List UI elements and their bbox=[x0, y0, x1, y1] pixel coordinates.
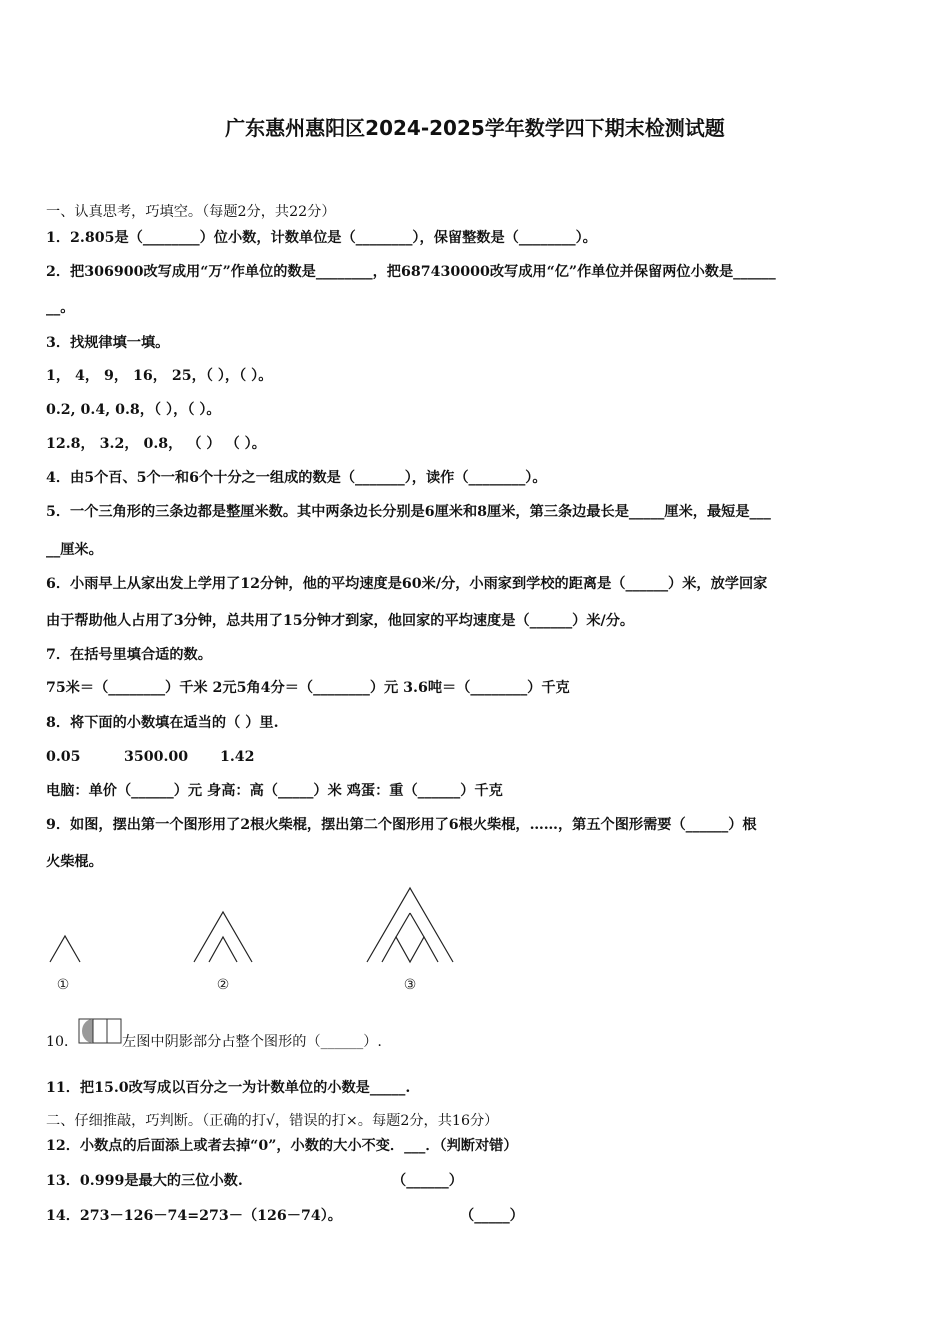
question-6-line-1: 6．小雨早上从家出发上学用了12分钟，他的平均速度是60米/分，小雨家到学校的距离是（______）米，放学回家 bbox=[46, 576, 768, 592]
figure-label-3: ③ bbox=[403, 977, 417, 993]
matchstick-figure-3-inner-c bbox=[410, 913, 424, 937]
question-3-sequence-2: 0.2, 0.4, 0.8，（ ），（ ）。 bbox=[46, 402, 221, 418]
question-7-intro: 7．在括号里填合适的数。 bbox=[46, 647, 212, 663]
question-8-value-3: 1.42 bbox=[220, 749, 255, 765]
question-3-sequence-1: 1， 4， 9， 16， 25，（ ），（ ）。 bbox=[46, 368, 273, 384]
shaded-rectangle-figure bbox=[78, 1018, 122, 1044]
question-8-intro: 8．将下面的小数填在适当的（ ）里. bbox=[46, 715, 279, 731]
question-7-items: 75米＝（________）千米 2元5角4分＝（________）元 3.6吨＝（________）千克 bbox=[46, 680, 570, 696]
section-1-header: 一、认真思考，巧填空。（每题2分，共22分） bbox=[46, 204, 336, 220]
figure-label-1: ① bbox=[56, 977, 70, 993]
question-8-value-1: 0.05 bbox=[46, 749, 81, 765]
question-8-value-2: 3500.00 bbox=[124, 749, 189, 765]
question-14: 14．273－126－74=273－（126－74）。 bbox=[46, 1208, 342, 1224]
matchstick-figures bbox=[40, 884, 480, 994]
question-6-line-2: 由于帮助他人占用了3分钟，总共用了15分钟才到家，他回家的平均速度是（______）米/分。 bbox=[46, 613, 635, 629]
question-4: 4．由5个百、5个一和6个十分之一组成的数是（_______），读作（________）。 bbox=[46, 470, 547, 486]
matchstick-figure-3-inner-b bbox=[396, 913, 410, 937]
question-2-line-1: 2．把306900改写成用“万”作单位的数是________，把687430000改写成用“亿”作单位并保留两位小数是______ bbox=[46, 264, 776, 280]
question-12: 12．小数点的后面添上或者去掉“0”，小数的大小不变．___．（判断对错） bbox=[46, 1138, 518, 1154]
question-9-line-2: 火柴棍。 bbox=[46, 854, 103, 870]
question-14-answer-blank: （_____） bbox=[460, 1208, 524, 1224]
figure-label-2: ② bbox=[216, 977, 230, 993]
matchstick-figure-3 bbox=[367, 888, 453, 962]
question-5-line-1: 5．一个三角形的三条边都是整厘米数。其中两条边长分别是6厘米和8厘米，第三条边最长是_____厘米，最短是___ bbox=[46, 504, 771, 520]
question-13: 13．0.999是最大的三位小数. bbox=[46, 1173, 243, 1189]
question-3-intro: 3．找规律填一填。 bbox=[46, 335, 170, 351]
question-1: 1．2.805是（________）位小数，计数单位是（________），保留整数是（________）。 bbox=[46, 230, 597, 246]
section-2-header: 二、仔细推敲，巧判断。（正确的打√，错误的打×。每题2分，共16分） bbox=[46, 1113, 499, 1129]
question-8-blanks: 电脑：单价（______）元 身高：高（_____）米 鸡蛋：重（______）千克 bbox=[46, 783, 503, 799]
page-title: 广东惠州惠阳区2024-2025学年数学四下期末检测试题 bbox=[225, 116, 725, 140]
matchstick-figure-1 bbox=[50, 936, 80, 962]
question-11: 11．把15.0改写成以百分之一为计数单位的小数是_____. bbox=[46, 1080, 411, 1096]
question-3-sequence-3: 12.8， 3.2， 0.8， （ ） （ ）。 bbox=[46, 436, 266, 452]
question-2-line-2: __。 bbox=[46, 300, 75, 316]
matchstick-figure-3-inner-a bbox=[382, 937, 438, 962]
question-13-answer-blank: （______） bbox=[392, 1173, 463, 1189]
matchstick-figure-2-inner bbox=[209, 937, 237, 962]
question-10-number: 10． bbox=[46, 1034, 79, 1050]
question-5-line-2: __厘米。 bbox=[46, 542, 103, 558]
question-10-text: 左图中阴影部分占整个图形的（______）. bbox=[122, 1034, 382, 1050]
question-9-line-1: 9．如图，摆出第一个图形用了2根火柴棍，摆出第二个图形用了6根火柴棍，……，第五个图形需要（______）根 bbox=[46, 817, 757, 833]
